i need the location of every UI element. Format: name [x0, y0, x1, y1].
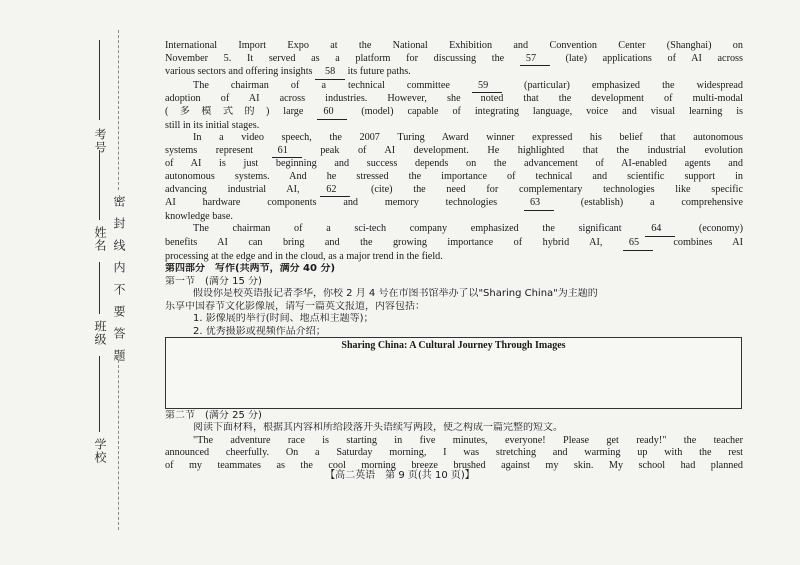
blank-61: 61	[272, 145, 302, 159]
passage-line: knowledge base.	[165, 210, 233, 222]
passage-line: November 5. It served as a platform for discussing the 57 (late) applications of AI across	[165, 53, 743, 67]
kaohao-label: 考号	[93, 128, 107, 154]
blank-57: 57	[520, 53, 550, 67]
prompt-line: 阅读下面材料，根据其内容和所给段落开头语续写两段，使之构成一篇完整的短文。	[193, 422, 563, 434]
section2	[165, 410, 743, 472]
passage-line: various sectors and offering insights 58 its future paths.	[165, 66, 743, 80]
seal-text: 密封线内不要答题	[112, 195, 126, 371]
passage-line: The chairman of a technical committee 59 (particular) emphasized the widespread	[165, 80, 743, 94]
passage-line: The chairman of a sci-tech company emphasized the significant 64 (economy)	[165, 223, 743, 237]
banji-line	[99, 262, 100, 314]
blank-63: 63	[524, 197, 554, 211]
passage-line: advancing industrial AI, 62 (cite) the need for complementary technologies like specific	[165, 184, 743, 198]
passage-line: In a video speech, the 2007 Turing Award winner expressed his belief that autonomous	[193, 132, 743, 144]
blank-64: 64	[645, 223, 675, 237]
section1-heading: 第一节 (满分 15 分)	[165, 275, 262, 287]
passage-line: adoption of AI across industries. However, she noted that the development of multi-modal	[165, 93, 743, 105]
answer-box-title: Sharing China: A Cultural Journey Through Images	[341, 340, 566, 351]
seal-line-right	[118, 360, 119, 530]
prompt-line: 乐享中国春节文化影像展，请写一篇英文报道，内容包括：	[165, 300, 425, 312]
passage-line: autonomous systems. And he stressed the importance of technical and scientific support in	[165, 170, 743, 182]
blank-60: 60	[317, 106, 347, 120]
prompt-line: 假设你是校英语报记者李华，你校 2 月 4 号在市图书馆举办了以"Sharing China"为主题的	[193, 288, 598, 300]
blank-58: 58	[315, 66, 345, 80]
passage-line: International Import Expo at the National Exhibition and Convention Center (Shanghai) on	[165, 40, 743, 51]
passage-line: AI hardware components and memory technologies 63 (establish) a comprehensive	[165, 197, 743, 211]
passage-line: processing at the edge and in the cloud, as a major trend in the field.	[165, 250, 443, 262]
passage-line: systems represent 61 peak of AI development. He highlighted that the industrial evolution	[165, 145, 743, 159]
story-line: of my teammates as the cool morning breeze brushed against my skin. My school had planned	[165, 459, 743, 471]
seal-line-left	[118, 30, 119, 190]
xingming-line	[99, 150, 100, 220]
part4-heading: 第四部分 写作(共两节，满分 40 分)	[165, 263, 336, 275]
answer-box	[165, 337, 742, 409]
blank-65: 65	[623, 237, 653, 251]
blank-59: 59	[472, 80, 502, 94]
xuexiao-label: 学校	[93, 438, 107, 464]
story-line: "The adventure race is starting in five minutes, everyone! Please get ready!" the teacher	[193, 434, 743, 446]
passage-line: of AI is just beginning and success depends on the advancement of AI-enabled agents and	[165, 158, 743, 170]
blank-62: 62	[320, 184, 350, 198]
content-item: 1. 影像展的举行(时间、地点和主题等)；	[193, 313, 374, 325]
banji-label: 班级	[93, 320, 107, 346]
section2-heading: 第二节 (满分 25 分)	[165, 410, 262, 421]
content-item: 2. 优秀摄影或视频作品介绍；	[193, 326, 326, 338]
xingming-label: 姓名	[93, 226, 107, 252]
kaohao-line	[99, 40, 100, 120]
page-footer: 【高二英语 第 9 页(共 10 页)】	[325, 470, 475, 481]
passage-line: benefits AI can bring and the growing importance of hybrid AI, 65 combines AI	[165, 237, 743, 251]
passage-line: still in its initial stages.	[165, 119, 260, 131]
story-line: announced cheerfully. On a Saturday morning, I was stretching and warming up with the rest	[165, 447, 743, 459]
xuexiao-line	[99, 356, 100, 432]
passage-line: (多模式的) large 60 (model) capable of integrating language, voice and visual learning is	[165, 106, 743, 120]
